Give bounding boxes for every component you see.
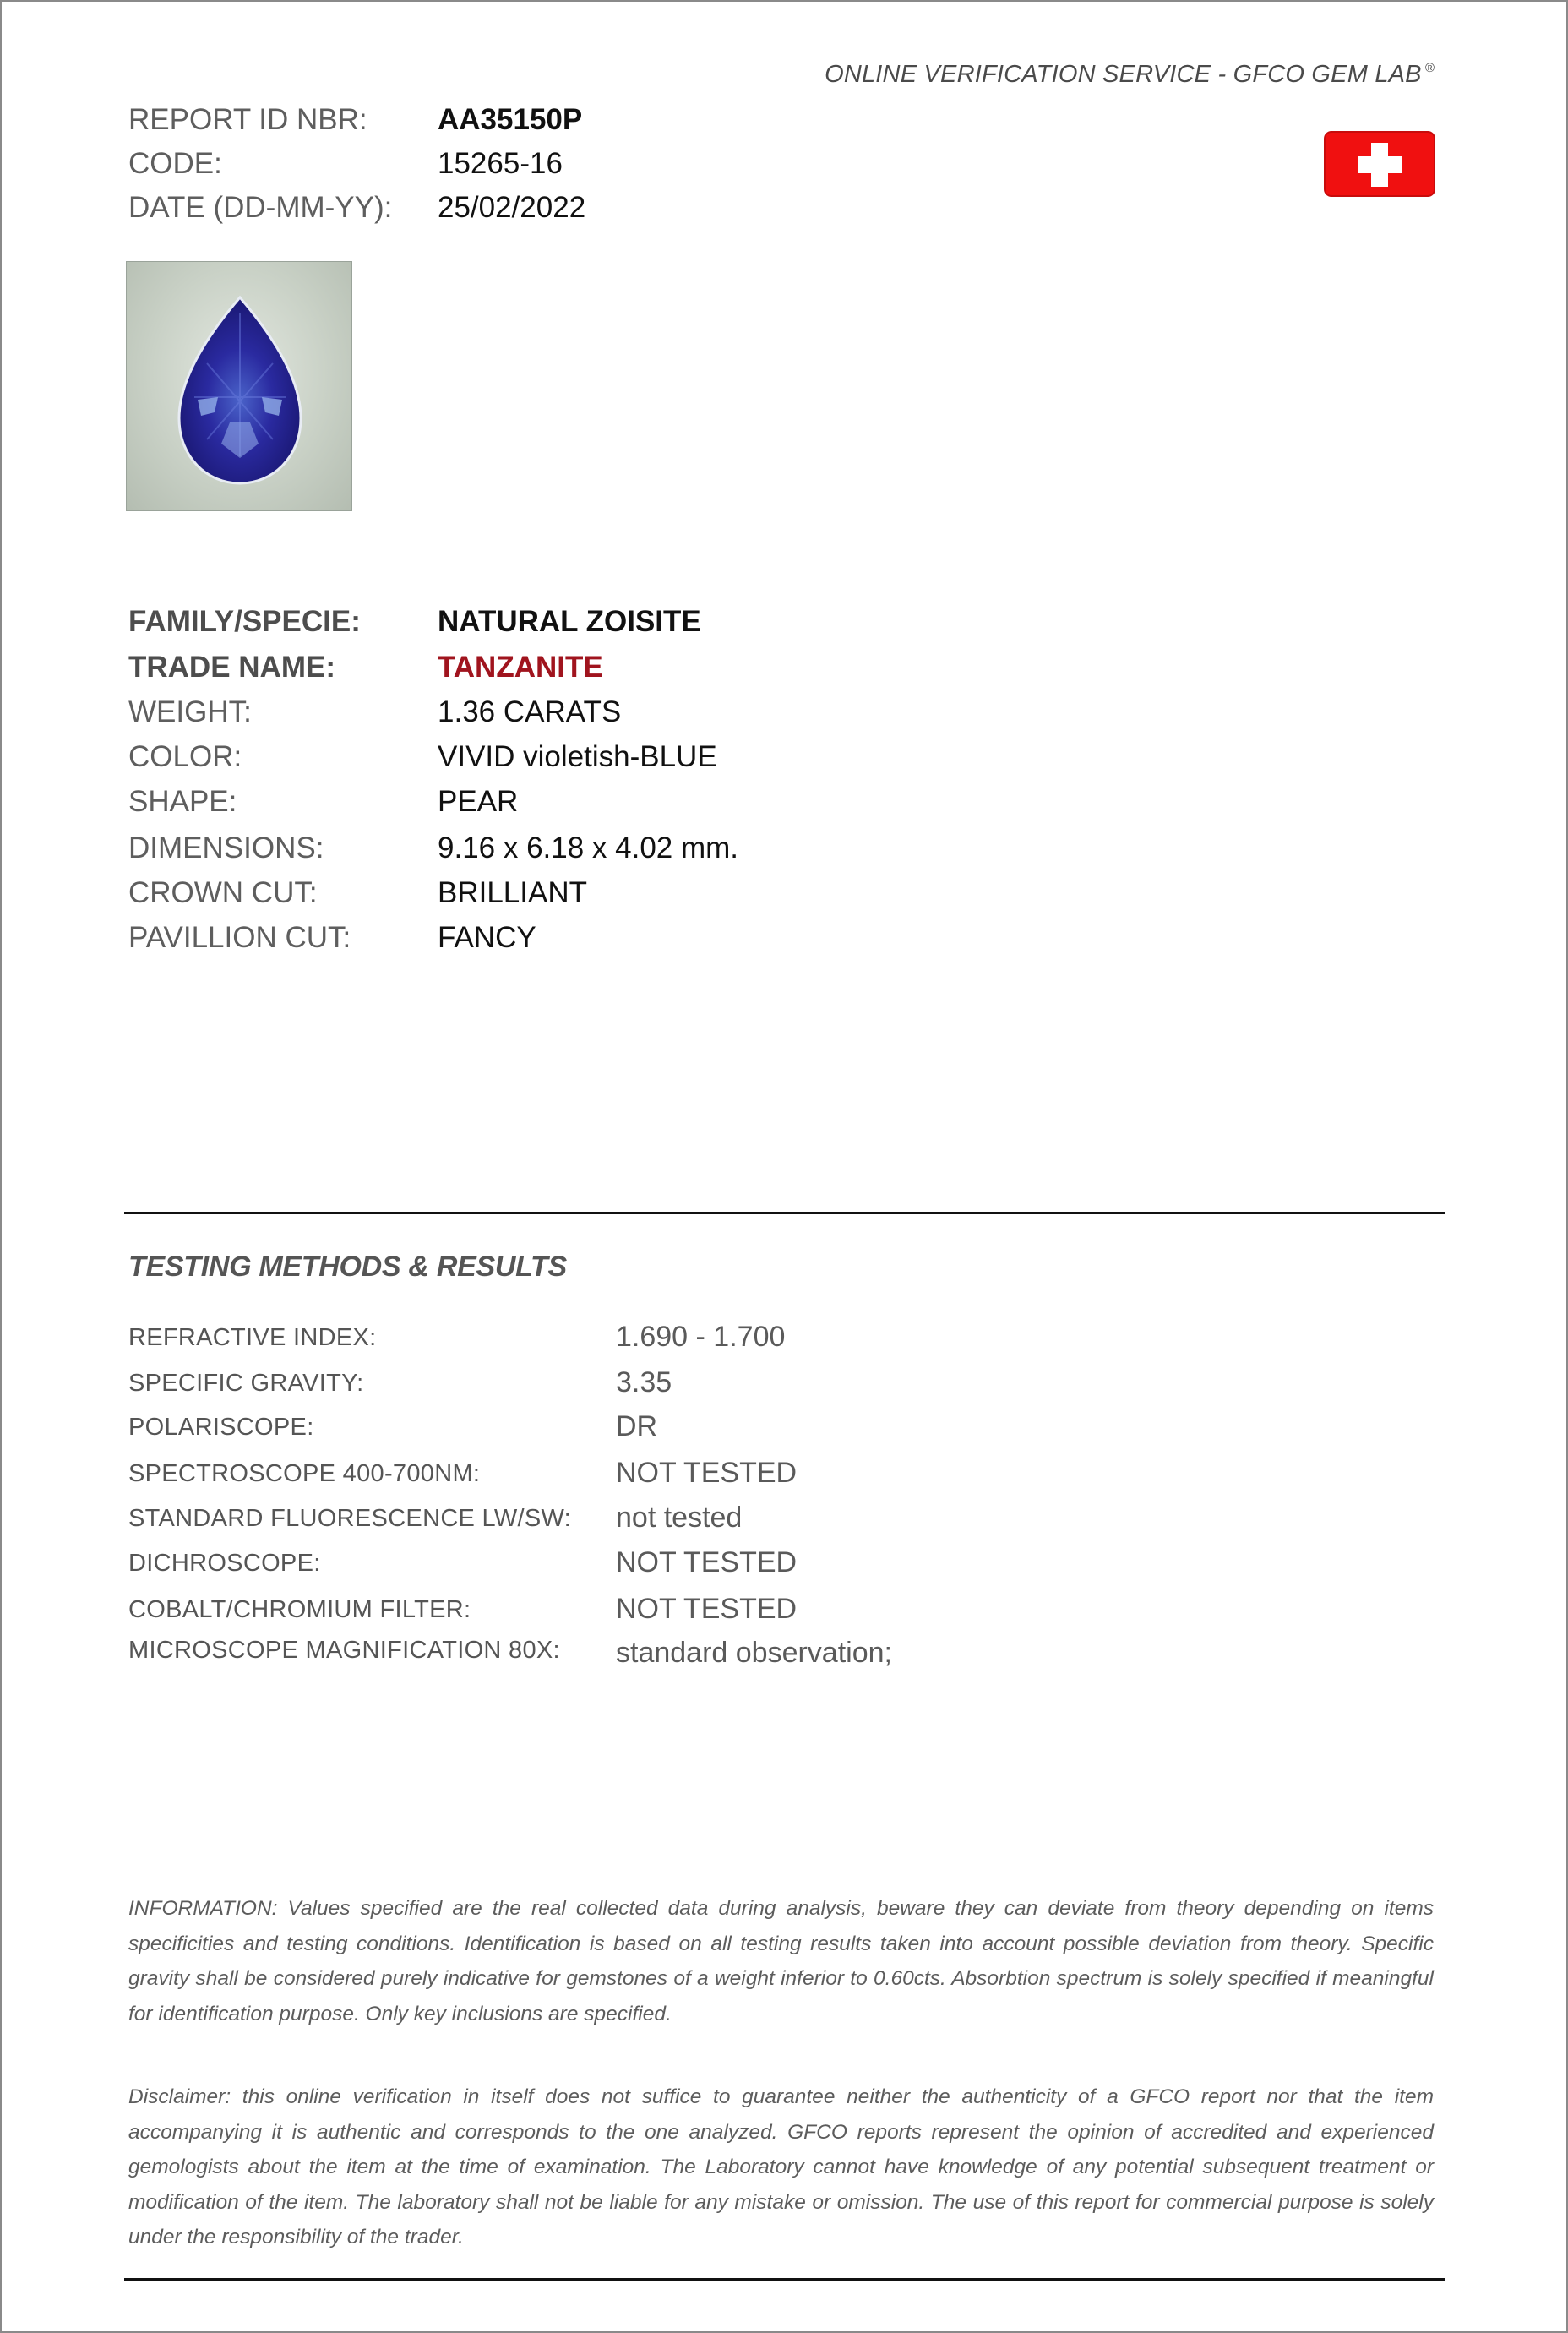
disclaimer-paragraph: Disclaimer: this online verification in itself does not suffice to guarantee neither the authenticity of a GFCO report nor that the item accompanying it is authentic and corresponds to the one analyzed. GFCO reports represent the opinion of accredited and experienced gemologists about the item at the time of examination. The Laboratory cannot have knowledge of any potential subsequent treatment or modification of the item. The laboratory shall not be liable for any mistake or omission. The use of this report for commercial purpose is solely under the responsibility of the trader. bbox=[128, 2085, 1434, 2249]
date-value: 25/02/2022 bbox=[438, 191, 586, 224]
bottom-divider bbox=[124, 2278, 1445, 2281]
test-value-spectroscope: NOT TESTED bbox=[616, 1457, 798, 1489]
test-value-microscope: standard observation; bbox=[616, 1637, 892, 1669]
dimensions-label: DIMENSIONS: bbox=[128, 831, 324, 864]
report-id-value: AA35150P bbox=[438, 103, 583, 136]
pear-gem-icon bbox=[127, 262, 352, 511]
test-value-specific-gravity: 3.35 bbox=[616, 1366, 672, 1398]
test-label-spectroscope: SPECTROSCOPE 400-700NM: bbox=[128, 1460, 481, 1487]
code-value: 15265-16 bbox=[438, 147, 563, 180]
code-label: CODE: bbox=[128, 147, 222, 180]
gem-photo bbox=[126, 261, 352, 511]
weight-label: WEIGHT: bbox=[128, 695, 252, 728]
dimensions-value: 9.16 x 6.18 x 4.02 mm. bbox=[438, 831, 739, 864]
test-value-fluorescence: not tested bbox=[616, 1502, 743, 1534]
shape-label: SHAPE: bbox=[128, 785, 237, 818]
trade-name-value: TANZANITE bbox=[438, 651, 603, 684]
information-paragraph: INFORMATION: Values specified are the real collected data during analysis, beware they can deviate from theory depending on items specificities and testing conditions. Identification is based on all testing results taken into account possible deviation from theory. Specific gravity shall be considered purely indicative for gemstones of a weight inferior to 0.60cts. Absorbtion spectrum is solely specified if meaningful for identification purpose. Only key inclusions are specified. bbox=[128, 1897, 1434, 2025]
pavillion-cut-value: FANCY bbox=[438, 921, 536, 954]
registered-mark: ® bbox=[1424, 61, 1435, 75]
test-value-refractive-index: 1.690 - 1.700 bbox=[616, 1321, 786, 1353]
pavillion-cut-label: PAVILLION CUT: bbox=[128, 921, 351, 954]
section-divider bbox=[124, 1212, 1445, 1214]
service-title-text: ONLINE VERIFICATION SERVICE - GFCO GEM LAB bbox=[825, 61, 1422, 88]
flag-cross-horizontal bbox=[1358, 156, 1402, 173]
test-label-specific-gravity: SPECIFIC GRAVITY: bbox=[128, 1370, 364, 1397]
color-label: COLOR: bbox=[128, 740, 242, 773]
family-specie-label: FAMILY/SPECIE: bbox=[128, 605, 361, 638]
weight-value: 1.36 CARATS bbox=[438, 695, 622, 728]
family-specie-value: NATURAL ZOISITE bbox=[438, 605, 701, 638]
test-label-cobalt-chromium-filter: COBALT/CHROMIUM FILTER: bbox=[128, 1596, 471, 1623]
date-label: DATE (DD-MM-YY): bbox=[128, 191, 393, 224]
shape-value: PEAR bbox=[438, 785, 519, 818]
crown-cut-value: BRILLIANT bbox=[438, 876, 587, 909]
test-value-polariscope: DR bbox=[616, 1410, 658, 1442]
test-label-refractive-index: REFRACTIVE INDEX: bbox=[128, 1324, 377, 1351]
test-label-microscope: MICROSCOPE MAGNIFICATION 80X: bbox=[128, 1637, 560, 1664]
swiss-flag-icon bbox=[1324, 131, 1435, 197]
test-label-dichroscope: DICHROSCOPE: bbox=[128, 1550, 321, 1577]
report-id-label: REPORT ID NBR: bbox=[128, 103, 368, 136]
service-title bbox=[825, 61, 1435, 89]
test-value-cobalt-chromium-filter: NOT TESTED bbox=[616, 1593, 798, 1625]
test-value-dichroscope: NOT TESTED bbox=[616, 1546, 798, 1578]
trade-name-label: TRADE NAME: bbox=[128, 651, 335, 684]
crown-cut-label: CROWN CUT: bbox=[128, 876, 318, 909]
testing-section-title: TESTING METHODS & RESULTS bbox=[128, 1251, 567, 1283]
test-label-polariscope: POLARISCOPE: bbox=[128, 1414, 314, 1441]
color-value: VIVID violetish-BLUE bbox=[438, 740, 717, 773]
test-label-fluorescence: STANDARD FLUORESCENCE LW/SW: bbox=[128, 1505, 572, 1532]
